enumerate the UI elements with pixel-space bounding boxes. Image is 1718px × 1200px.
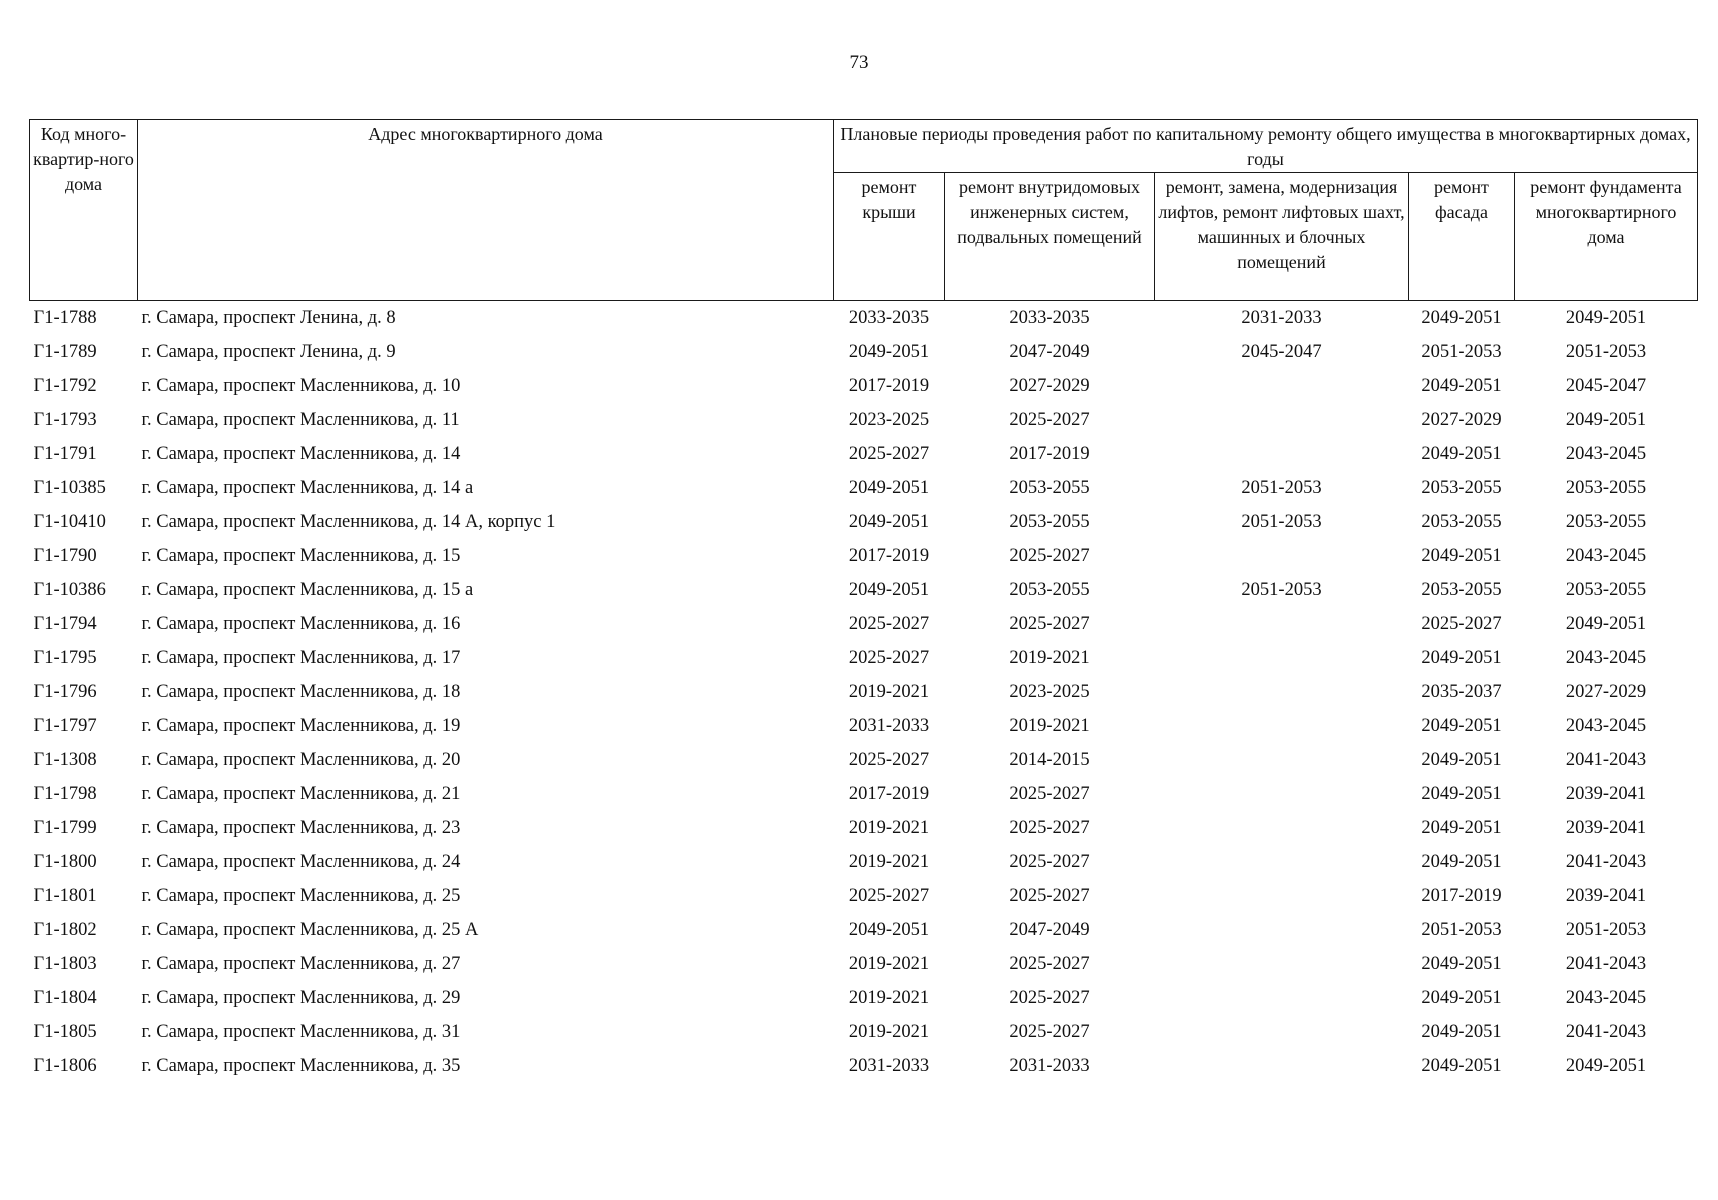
cell-foundation: 2043-2045 xyxy=(1565,988,1647,1008)
cell-address: г. Самара, проспект Масленникова, д. 25 xyxy=(141,886,461,906)
cell-roof: 2017-2019 xyxy=(848,546,930,566)
cell-systems: 2023-2025 xyxy=(1009,682,1090,702)
cell-systems: 2025-2027 xyxy=(1009,886,1090,906)
cell-facade: 2049-2051 xyxy=(1421,376,1502,396)
table-row xyxy=(30,913,1698,947)
cell-code: Г1-1791 xyxy=(33,444,97,464)
cell-foundation: 2043-2045 xyxy=(1565,648,1647,668)
cell-lifts xyxy=(1155,709,1409,743)
cell-systems: 2053-2055 xyxy=(1009,580,1090,600)
cell-roof: 2019-2021 xyxy=(848,954,930,974)
cell-code: Г1-1793 xyxy=(33,410,97,430)
cell-address: г. Самара, проспект Масленникова, д. 14 xyxy=(141,444,461,464)
cell-address: г. Самара, проспект Масленникова, д. 16 xyxy=(141,614,461,634)
cell-roof: 2019-2021 xyxy=(848,818,930,838)
cell-roof: 2049-2051 xyxy=(848,920,930,940)
cell-code: Г1-1792 xyxy=(33,376,97,396)
table-body xyxy=(30,301,1698,1084)
table-row xyxy=(30,403,1698,437)
cell-roof: 2017-2019 xyxy=(848,784,930,804)
cell-systems: 2025-2027 xyxy=(1009,818,1090,838)
cell-address: г. Самара, проспект Масленникова, д. 19 xyxy=(141,716,461,736)
cell-code: Г1-1796 xyxy=(33,682,97,702)
header-lifts: ремонт, замена, модернизация лифтов, ремонт лифтовых шахт, машинных и блочных помещений xyxy=(1155,173,1409,301)
cell-foundation: 2039-2041 xyxy=(1565,784,1647,804)
cell-code: Г1-1308 xyxy=(33,750,97,770)
cell-lifts xyxy=(1155,913,1409,947)
table-row xyxy=(30,335,1698,369)
cell-address: г. Самара, проспект Масленникова, д. 15 xyxy=(141,546,461,566)
cell-code: Г1-1803 xyxy=(33,954,97,974)
cell-address: г. Самара, проспект Масленникова, д. 35 xyxy=(141,1056,461,1076)
cell-facade: 2049-2051 xyxy=(1421,784,1502,804)
cell-code: Г1-1805 xyxy=(33,1022,97,1042)
cell-roof: 2049-2051 xyxy=(848,512,930,532)
cell-facade: 2049-2051 xyxy=(1421,546,1502,566)
header-foundation: ремонт фундамента многоквартирного дома xyxy=(1515,173,1698,301)
cell-foundation: 2027-2029 xyxy=(1565,682,1647,702)
cell-code: Г1-1800 xyxy=(33,852,97,872)
cell-foundation: 2043-2045 xyxy=(1565,444,1647,464)
cell-lifts xyxy=(1155,1049,1409,1083)
cell-systems: 2033-2035 xyxy=(1009,308,1090,328)
capital-repair-table xyxy=(29,119,1698,1083)
cell-systems: 2047-2049 xyxy=(1009,920,1090,940)
cell-roof: 2025-2027 xyxy=(848,444,930,464)
cell-lifts xyxy=(1155,743,1409,777)
cell-systems: 2025-2027 xyxy=(1009,784,1090,804)
page-number: 73 xyxy=(849,52,869,73)
cell-facade: 2027-2029 xyxy=(1421,410,1502,430)
cell-lifts xyxy=(1155,845,1409,879)
cell-foundation: 2041-2043 xyxy=(1565,1022,1647,1042)
cell-foundation: 2053-2055 xyxy=(1565,580,1647,600)
cell-lifts xyxy=(1155,777,1409,811)
cell-facade: 2049-2051 xyxy=(1421,1022,1502,1042)
header-facade: ремонт фасада xyxy=(1409,173,1515,301)
cell-foundation: 2051-2053 xyxy=(1565,920,1647,940)
cell-address: г. Самара, проспект Масленникова, д. 15 а xyxy=(141,580,474,600)
cell-systems: 2014-2015 xyxy=(1009,750,1090,770)
cell-facade: 2049-2051 xyxy=(1421,852,1502,872)
cell-foundation: 2041-2043 xyxy=(1565,852,1647,872)
cell-address: г. Самара, проспект Масленникова, д. 31 xyxy=(141,1022,461,1042)
cell-lifts: 2051-2053 xyxy=(1241,580,1322,600)
cell-foundation: 2049-2051 xyxy=(1565,410,1647,430)
table-row xyxy=(30,641,1698,675)
table-header xyxy=(30,120,1698,301)
cell-systems: 2025-2027 xyxy=(1009,852,1090,872)
cell-roof: 2023-2025 xyxy=(848,410,930,430)
cell-systems: 2031-2033 xyxy=(1009,1056,1090,1076)
table-row xyxy=(30,743,1698,777)
cell-roof: 2019-2021 xyxy=(848,988,930,1008)
cell-address: г. Самара, проспект Масленникова, д. 17 xyxy=(141,648,461,668)
cell-code: Г1-1789 xyxy=(33,342,97,362)
cell-foundation: 2049-2051 xyxy=(1565,614,1647,634)
cell-facade: 2053-2055 xyxy=(1421,478,1502,498)
cell-address: г. Самара, проспект Ленина, д. 8 xyxy=(141,308,396,328)
table-row xyxy=(30,981,1698,1015)
cell-foundation: 2051-2053 xyxy=(1565,342,1647,362)
cell-address: г. Самара, проспект Масленникова, д. 27 xyxy=(141,954,461,974)
cell-lifts xyxy=(1155,675,1409,709)
cell-code: Г1-1798 xyxy=(33,784,97,804)
cell-systems: 2017-2019 xyxy=(1009,444,1090,464)
cell-roof: 2025-2027 xyxy=(848,614,930,634)
cell-systems: 2025-2027 xyxy=(1009,954,1090,974)
cell-facade: 2049-2051 xyxy=(1421,1056,1502,1076)
cell-roof: 2025-2027 xyxy=(848,750,930,770)
header-address: Адрес многоквартирного дома xyxy=(138,120,834,301)
cell-facade: 2049-2051 xyxy=(1421,954,1502,974)
table-row xyxy=(30,879,1698,913)
cell-facade: 2035-2037 xyxy=(1421,682,1502,702)
cell-lifts: 2045-2047 xyxy=(1241,342,1322,362)
table-row xyxy=(30,1049,1698,1083)
cell-address: г. Самара, проспект Масленникова, д. 11 xyxy=(141,410,460,430)
cell-lifts: 2031-2033 xyxy=(1241,308,1322,328)
cell-roof: 2049-2051 xyxy=(848,580,930,600)
cell-foundation: 2043-2045 xyxy=(1565,716,1647,736)
cell-roof: 2025-2027 xyxy=(848,648,930,668)
cell-lifts xyxy=(1155,981,1409,1015)
cell-lifts xyxy=(1155,947,1409,981)
cell-facade: 2017-2019 xyxy=(1421,886,1502,906)
cell-address: г. Самара, проспект Масленникова, д. 14 а xyxy=(141,478,474,498)
header-periods-group: Плановые периоды проведения работ по капитальному ремонту общего имущества в многоквартирных домах, годы xyxy=(834,120,1698,173)
cell-code: Г1-1795 xyxy=(33,648,97,668)
cell-lifts: 2051-2053 xyxy=(1241,512,1322,532)
cell-address: г. Самара, проспект Масленникова, д. 24 xyxy=(141,852,461,872)
cell-roof: 2019-2021 xyxy=(848,852,930,872)
cell-lifts xyxy=(1155,369,1409,403)
cell-code: Г1-1804 xyxy=(33,988,97,1008)
table-row xyxy=(30,947,1698,981)
cell-code: Г1-10410 xyxy=(33,512,106,532)
table-row xyxy=(30,1015,1698,1049)
cell-roof: 2025-2027 xyxy=(848,886,930,906)
cell-facade: 2049-2051 xyxy=(1421,716,1502,736)
cell-code: Г1-1801 xyxy=(33,886,97,906)
cell-code: Г1-1799 xyxy=(33,818,97,838)
cell-address: г. Самара, проспект Масленникова, д. 14 А, корпус 1 xyxy=(141,512,556,532)
cell-address: г. Самара, проспект Масленникова, д. 23 xyxy=(141,818,461,838)
table-row xyxy=(30,573,1698,607)
cell-foundation: 2043-2045 xyxy=(1565,546,1647,566)
cell-foundation: 2049-2051 xyxy=(1565,1056,1647,1076)
cell-lifts xyxy=(1155,1015,1409,1049)
table-row xyxy=(30,607,1698,641)
cell-lifts xyxy=(1155,879,1409,913)
cell-facade: 2049-2051 xyxy=(1421,648,1502,668)
header-systems: ремонт внутридомовых инженерных систем, подвальных помещений xyxy=(945,173,1155,301)
cell-foundation: 2039-2041 xyxy=(1565,818,1647,838)
cell-systems: 2019-2021 xyxy=(1009,716,1090,736)
table-row xyxy=(30,301,1698,336)
cell-code: Г1-10385 xyxy=(33,478,106,498)
header-code: Код много-квартир-ного дома xyxy=(30,120,138,301)
cell-address: г. Самара, проспект Масленникова, д. 20 xyxy=(141,750,461,770)
cell-address: г. Самара, проспект Ленина, д. 9 xyxy=(141,342,396,362)
table-row xyxy=(30,777,1698,811)
cell-lifts xyxy=(1155,403,1409,437)
cell-lifts xyxy=(1155,539,1409,573)
cell-code: Г1-1797 xyxy=(33,716,97,736)
cell-facade: 2049-2051 xyxy=(1421,308,1502,328)
cell-systems: 2025-2027 xyxy=(1009,614,1090,634)
cell-roof: 2019-2021 xyxy=(848,1022,930,1042)
cell-code: Г1-1788 xyxy=(33,308,97,328)
table-row xyxy=(30,539,1698,573)
cell-foundation: 2053-2055 xyxy=(1565,478,1647,498)
cell-systems: 2025-2027 xyxy=(1009,1022,1090,1042)
cell-facade: 2025-2027 xyxy=(1421,614,1502,634)
cell-systems: 2053-2055 xyxy=(1009,478,1090,498)
cell-code: Г1-1802 xyxy=(33,920,97,940)
header-roof: ремонт крыши xyxy=(834,173,945,301)
cell-systems: 2025-2027 xyxy=(1009,546,1090,566)
cell-foundation: 2039-2041 xyxy=(1565,886,1647,906)
table-row xyxy=(30,845,1698,879)
cell-roof: 2031-2033 xyxy=(848,716,930,736)
cell-systems: 2027-2029 xyxy=(1009,376,1090,396)
cell-lifts xyxy=(1155,641,1409,675)
cell-facade: 2051-2053 xyxy=(1421,920,1502,940)
cell-roof: 2017-2019 xyxy=(848,376,930,396)
cell-foundation: 2049-2051 xyxy=(1565,308,1647,328)
table-row xyxy=(30,471,1698,505)
cell-systems: 2025-2027 xyxy=(1009,988,1090,1008)
cell-code: Г1-1794 xyxy=(33,614,97,634)
cell-facade: 2051-2053 xyxy=(1421,342,1502,362)
cell-address: г. Самара, проспект Масленникова, д. 10 xyxy=(141,376,461,396)
header-row-top xyxy=(30,120,1698,173)
cell-code: Г1-1806 xyxy=(33,1056,97,1076)
table-row xyxy=(30,675,1698,709)
cell-roof: 2019-2021 xyxy=(848,682,930,702)
table-row xyxy=(30,505,1698,539)
cell-facade: 2049-2051 xyxy=(1421,988,1502,1008)
cell-address: г. Самара, проспект Масленникова, д. 18 xyxy=(141,682,461,702)
cell-foundation: 2053-2055 xyxy=(1565,512,1647,532)
cell-systems: 2047-2049 xyxy=(1009,342,1090,362)
cell-foundation: 2041-2043 xyxy=(1565,954,1647,974)
cell-foundation: 2045-2047 xyxy=(1565,376,1647,396)
cell-systems: 2019-2021 xyxy=(1009,648,1090,668)
cell-systems: 2053-2055 xyxy=(1009,512,1090,532)
cell-facade: 2049-2051 xyxy=(1421,750,1502,770)
cell-facade: 2049-2051 xyxy=(1421,444,1502,464)
table-row xyxy=(30,369,1698,403)
cell-address: г. Самара, проспект Масленникова, д. 21 xyxy=(141,784,461,804)
cell-foundation: 2041-2043 xyxy=(1565,750,1647,770)
cell-lifts xyxy=(1155,437,1409,471)
cell-systems: 2025-2027 xyxy=(1009,410,1090,430)
cell-lifts xyxy=(1155,811,1409,845)
cell-facade: 2053-2055 xyxy=(1421,580,1502,600)
cell-roof: 2033-2035 xyxy=(848,308,930,328)
cell-roof: 2049-2051 xyxy=(848,478,930,498)
table-row xyxy=(30,811,1698,845)
cell-code: Г1-10386 xyxy=(33,580,106,600)
cell-address: г. Самара, проспект Масленникова, д. 25 А xyxy=(141,920,479,940)
cell-address: г. Самара, проспект Масленникова, д. 29 xyxy=(141,988,461,1008)
table-row xyxy=(30,709,1698,743)
cell-roof: 2031-2033 xyxy=(848,1056,930,1076)
cell-lifts xyxy=(1155,607,1409,641)
cell-code: Г1-1790 xyxy=(33,546,97,566)
cell-facade: 2049-2051 xyxy=(1421,818,1502,838)
cell-lifts: 2051-2053 xyxy=(1241,478,1322,498)
cell-facade: 2053-2055 xyxy=(1421,512,1502,532)
cell-roof: 2049-2051 xyxy=(848,342,930,362)
table-row xyxy=(30,437,1698,471)
